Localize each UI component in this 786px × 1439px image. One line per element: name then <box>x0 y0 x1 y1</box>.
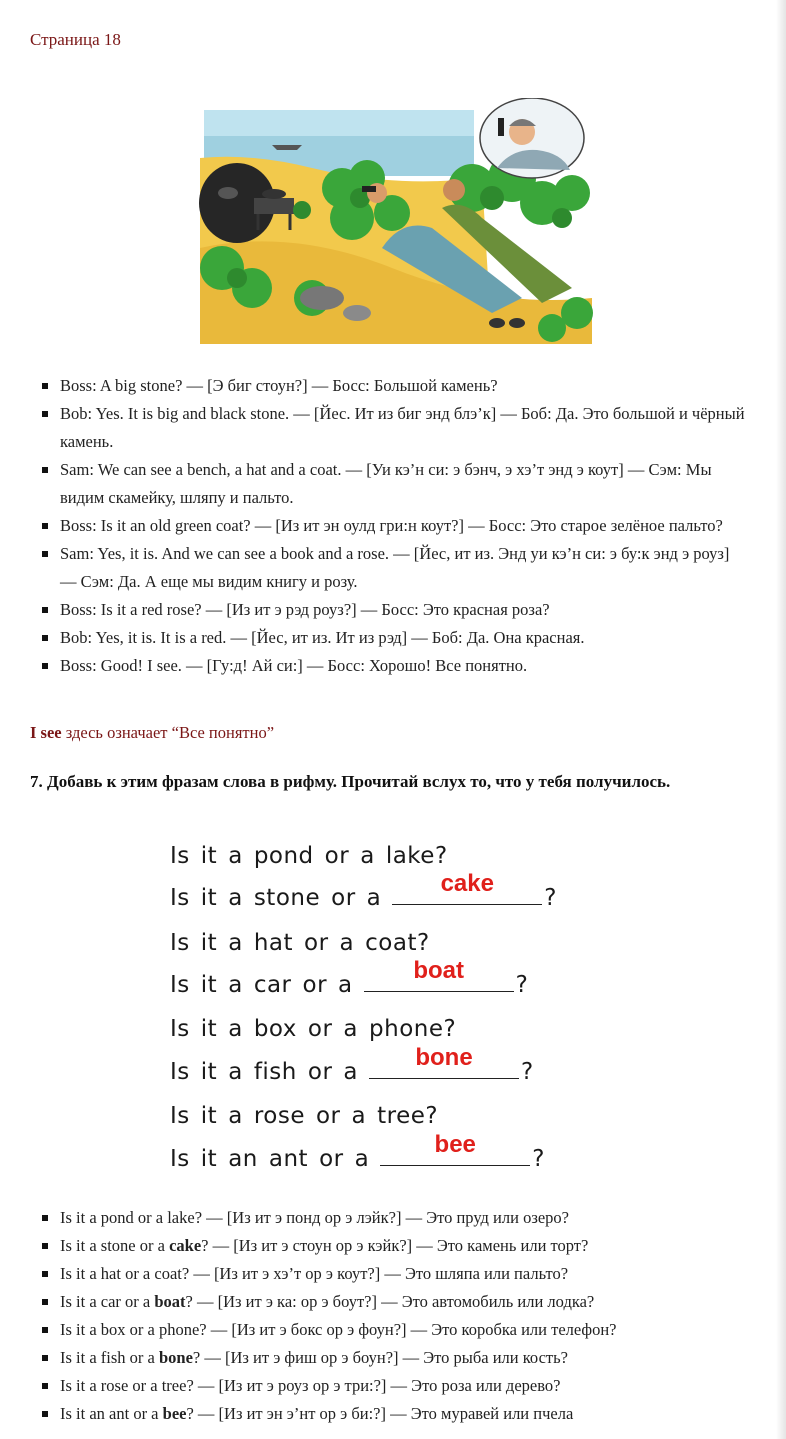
translation-line <box>30 1204 760 1232</box>
dialogue-line: Bob: Yes, it is. It is a red. — [Йес, ит из. Ит из рэд] — Боб: Да. Она красная. <box>30 624 750 652</box>
dialogue-line: Boss: Good! I see. — [Гу:д! Ай си:] — Босс: Хорошо! Все понятно. <box>30 652 750 680</box>
word: pond <box>253 843 314 869</box>
scene-illustration <box>192 98 594 344</box>
question-mark: ? <box>521 1059 534 1085</box>
translation-text: ? — [Из ит эн э’нт ор э би:?] — Это муравей или пчела <box>186 1404 574 1423</box>
exercise-answer-line <box>170 870 557 911</box>
word: it <box>200 1146 218 1172</box>
translation-text: Is it a stone or a <box>60 1236 170 1255</box>
question-mark: ? <box>532 1146 545 1172</box>
word: or <box>324 843 350 869</box>
translation-text: Is it a fish or a <box>60 1348 159 1367</box>
word: or <box>304 930 329 956</box>
translation-line <box>30 1260 760 1288</box>
note-text: здесь означает “Все понятно” <box>61 723 275 742</box>
translation-text: Is it a hat or a coat? — [Из ит э хэ’т ор э коут?] — Это шляпа или пальто? <box>60 1264 569 1283</box>
note <box>30 723 274 743</box>
page-label: Страница 18 <box>30 30 121 49</box>
word: it <box>200 1016 218 1042</box>
translation-text: Is it an ant or a <box>60 1404 163 1423</box>
word: a <box>338 972 353 998</box>
word: it <box>200 930 218 956</box>
translation-line <box>30 1400 760 1428</box>
page-edge-shadow <box>776 0 786 1439</box>
answer-blank <box>392 870 542 905</box>
answer-blank <box>364 957 514 992</box>
word: or <box>302 972 328 998</box>
word: it <box>200 1103 218 1129</box>
word: phone? <box>369 1016 457 1042</box>
dialogue-line: Sam: Yes, it is. And we can see a book and a rose. — [Йес, ит из. Энд уи кэ’н си: э бу:к энд э роуз] — Сэм: Да. А еще мы видим книгу и розу. <box>30 540 750 596</box>
dialogue-list <box>30 372 750 680</box>
word: it <box>200 1059 218 1085</box>
word: Is <box>170 1146 190 1172</box>
word: stone <box>253 885 321 911</box>
word: hat <box>253 930 294 956</box>
answer-word: boat <box>413 957 464 984</box>
note-bold: I see <box>30 723 62 742</box>
word: Is <box>170 1016 190 1042</box>
translation-line <box>30 1316 760 1344</box>
dialogue-line: Bob: Yes. It is big and black stone. — [Йес. Ит из биг энд блэ’к] — Боб: Да. Это большой и чёрный камень. <box>30 400 750 456</box>
word: a <box>228 972 243 998</box>
translation-list <box>30 1204 760 1428</box>
exercise-question-line <box>170 843 459 869</box>
word: a <box>351 1103 367 1129</box>
answer-word: cake <box>440 870 494 897</box>
translation-bold: cake <box>169 1236 202 1255</box>
question-mark: ? <box>544 885 557 911</box>
word: or <box>315 1103 341 1129</box>
word: a <box>354 1146 370 1172</box>
translation-bold: boat <box>154 1292 186 1311</box>
translation-bold: bone <box>158 1348 193 1367</box>
answer-word: bone <box>415 1044 473 1071</box>
word: a <box>228 1016 243 1042</box>
translation-text: Is it a box or a phone? — [Из ит э бокс ор э фоун?] — Это коробка или телефон? <box>60 1320 617 1339</box>
word: a <box>228 1103 243 1129</box>
answer-blank <box>380 1131 530 1166</box>
word: a <box>360 843 375 869</box>
word: Is <box>170 972 190 998</box>
word: a <box>228 1059 243 1085</box>
dialogue-line: Boss: Is it a red rose? — [Из ит э рэд роуз?] — Босс: Это красная роза? <box>30 596 750 624</box>
word: a <box>343 1016 359 1042</box>
translation-text: Is it a rose or a tree? — [Из ит э роуз ор э три:?] — Это роза или дерево? <box>60 1376 561 1395</box>
exercise-question-line <box>170 1103 449 1129</box>
word: a <box>343 1059 359 1085</box>
word: it <box>200 885 218 911</box>
exercise-answer-line <box>170 1044 534 1085</box>
exercise-question-line <box>170 930 441 956</box>
exercise-answer-line <box>170 1131 545 1172</box>
question-mark: ? <box>515 972 529 998</box>
translation-text: ? — [Из ит э ка: ор э боут?] — Это автомобиль или лодка? <box>185 1292 595 1311</box>
word: car <box>253 972 292 998</box>
word: it <box>200 972 218 998</box>
translation-text: Is it a car or a <box>60 1292 155 1311</box>
word: or <box>307 1059 333 1085</box>
translation-line <box>30 1344 760 1372</box>
translation-line <box>30 1288 760 1316</box>
translation-text: ? — [Из ит э фиш ор э боун?] — Это рыба или кость? <box>192 1348 568 1367</box>
translation-text: Is it a pond or a lake? — [Из ит э понд ор э лэйк?] — Это пруд или озеро? <box>60 1208 569 1227</box>
dialogue-line: Boss: A big stone? — [Э биг стоун?] — Босс: Большой камень? <box>30 372 750 400</box>
word: it <box>200 843 218 869</box>
word: a <box>366 885 382 911</box>
word: Is <box>170 930 190 956</box>
word: lake? <box>385 843 448 869</box>
exercise-question-line <box>170 1016 467 1042</box>
word: ant <box>268 1146 309 1172</box>
word: a <box>228 885 243 911</box>
task-heading: 7. Добавь к этим фразам слова в рифму. Прочитай вслух то, что у тебя получилось. <box>30 772 671 791</box>
word: or <box>319 1146 344 1172</box>
word: fish <box>253 1059 297 1085</box>
word: Is <box>170 1059 190 1085</box>
word: Is <box>170 843 190 869</box>
word: box <box>253 1016 297 1042</box>
dialogue-line: Sam: We can see a bench, a hat and a coat. — [Уи кэ’н си: э бэнч, э хэ’т энд э коут] — Сэм: Мы видим скамейку, шляпу и пальто. <box>30 456 750 512</box>
exercise-answer-line <box>170 957 529 998</box>
word: a <box>228 843 243 869</box>
word: rose <box>253 1103 305 1129</box>
word: a <box>228 930 243 956</box>
word: Is <box>170 1103 190 1129</box>
dialogue-line: Boss: Is it an old green coat? — [Из ит эн оулд гри:н коут?] — Босс: Это старое зелёное пальто? <box>30 512 750 540</box>
translation-line <box>30 1372 760 1400</box>
word: or <box>331 885 356 911</box>
translation-bold: bee <box>162 1404 187 1423</box>
word: or <box>307 1016 333 1042</box>
word: an <box>228 1146 258 1172</box>
answer-word: bee <box>434 1131 476 1158</box>
word: a <box>339 930 355 956</box>
word: coat? <box>365 930 430 956</box>
translation-line <box>30 1232 760 1260</box>
answer-blank <box>369 1044 519 1079</box>
translation-text: ? — [Из ит э стоун ор э кэйк?] — Это камень или торт? <box>201 1236 589 1255</box>
word: tree? <box>377 1103 439 1129</box>
word: Is <box>170 885 190 911</box>
